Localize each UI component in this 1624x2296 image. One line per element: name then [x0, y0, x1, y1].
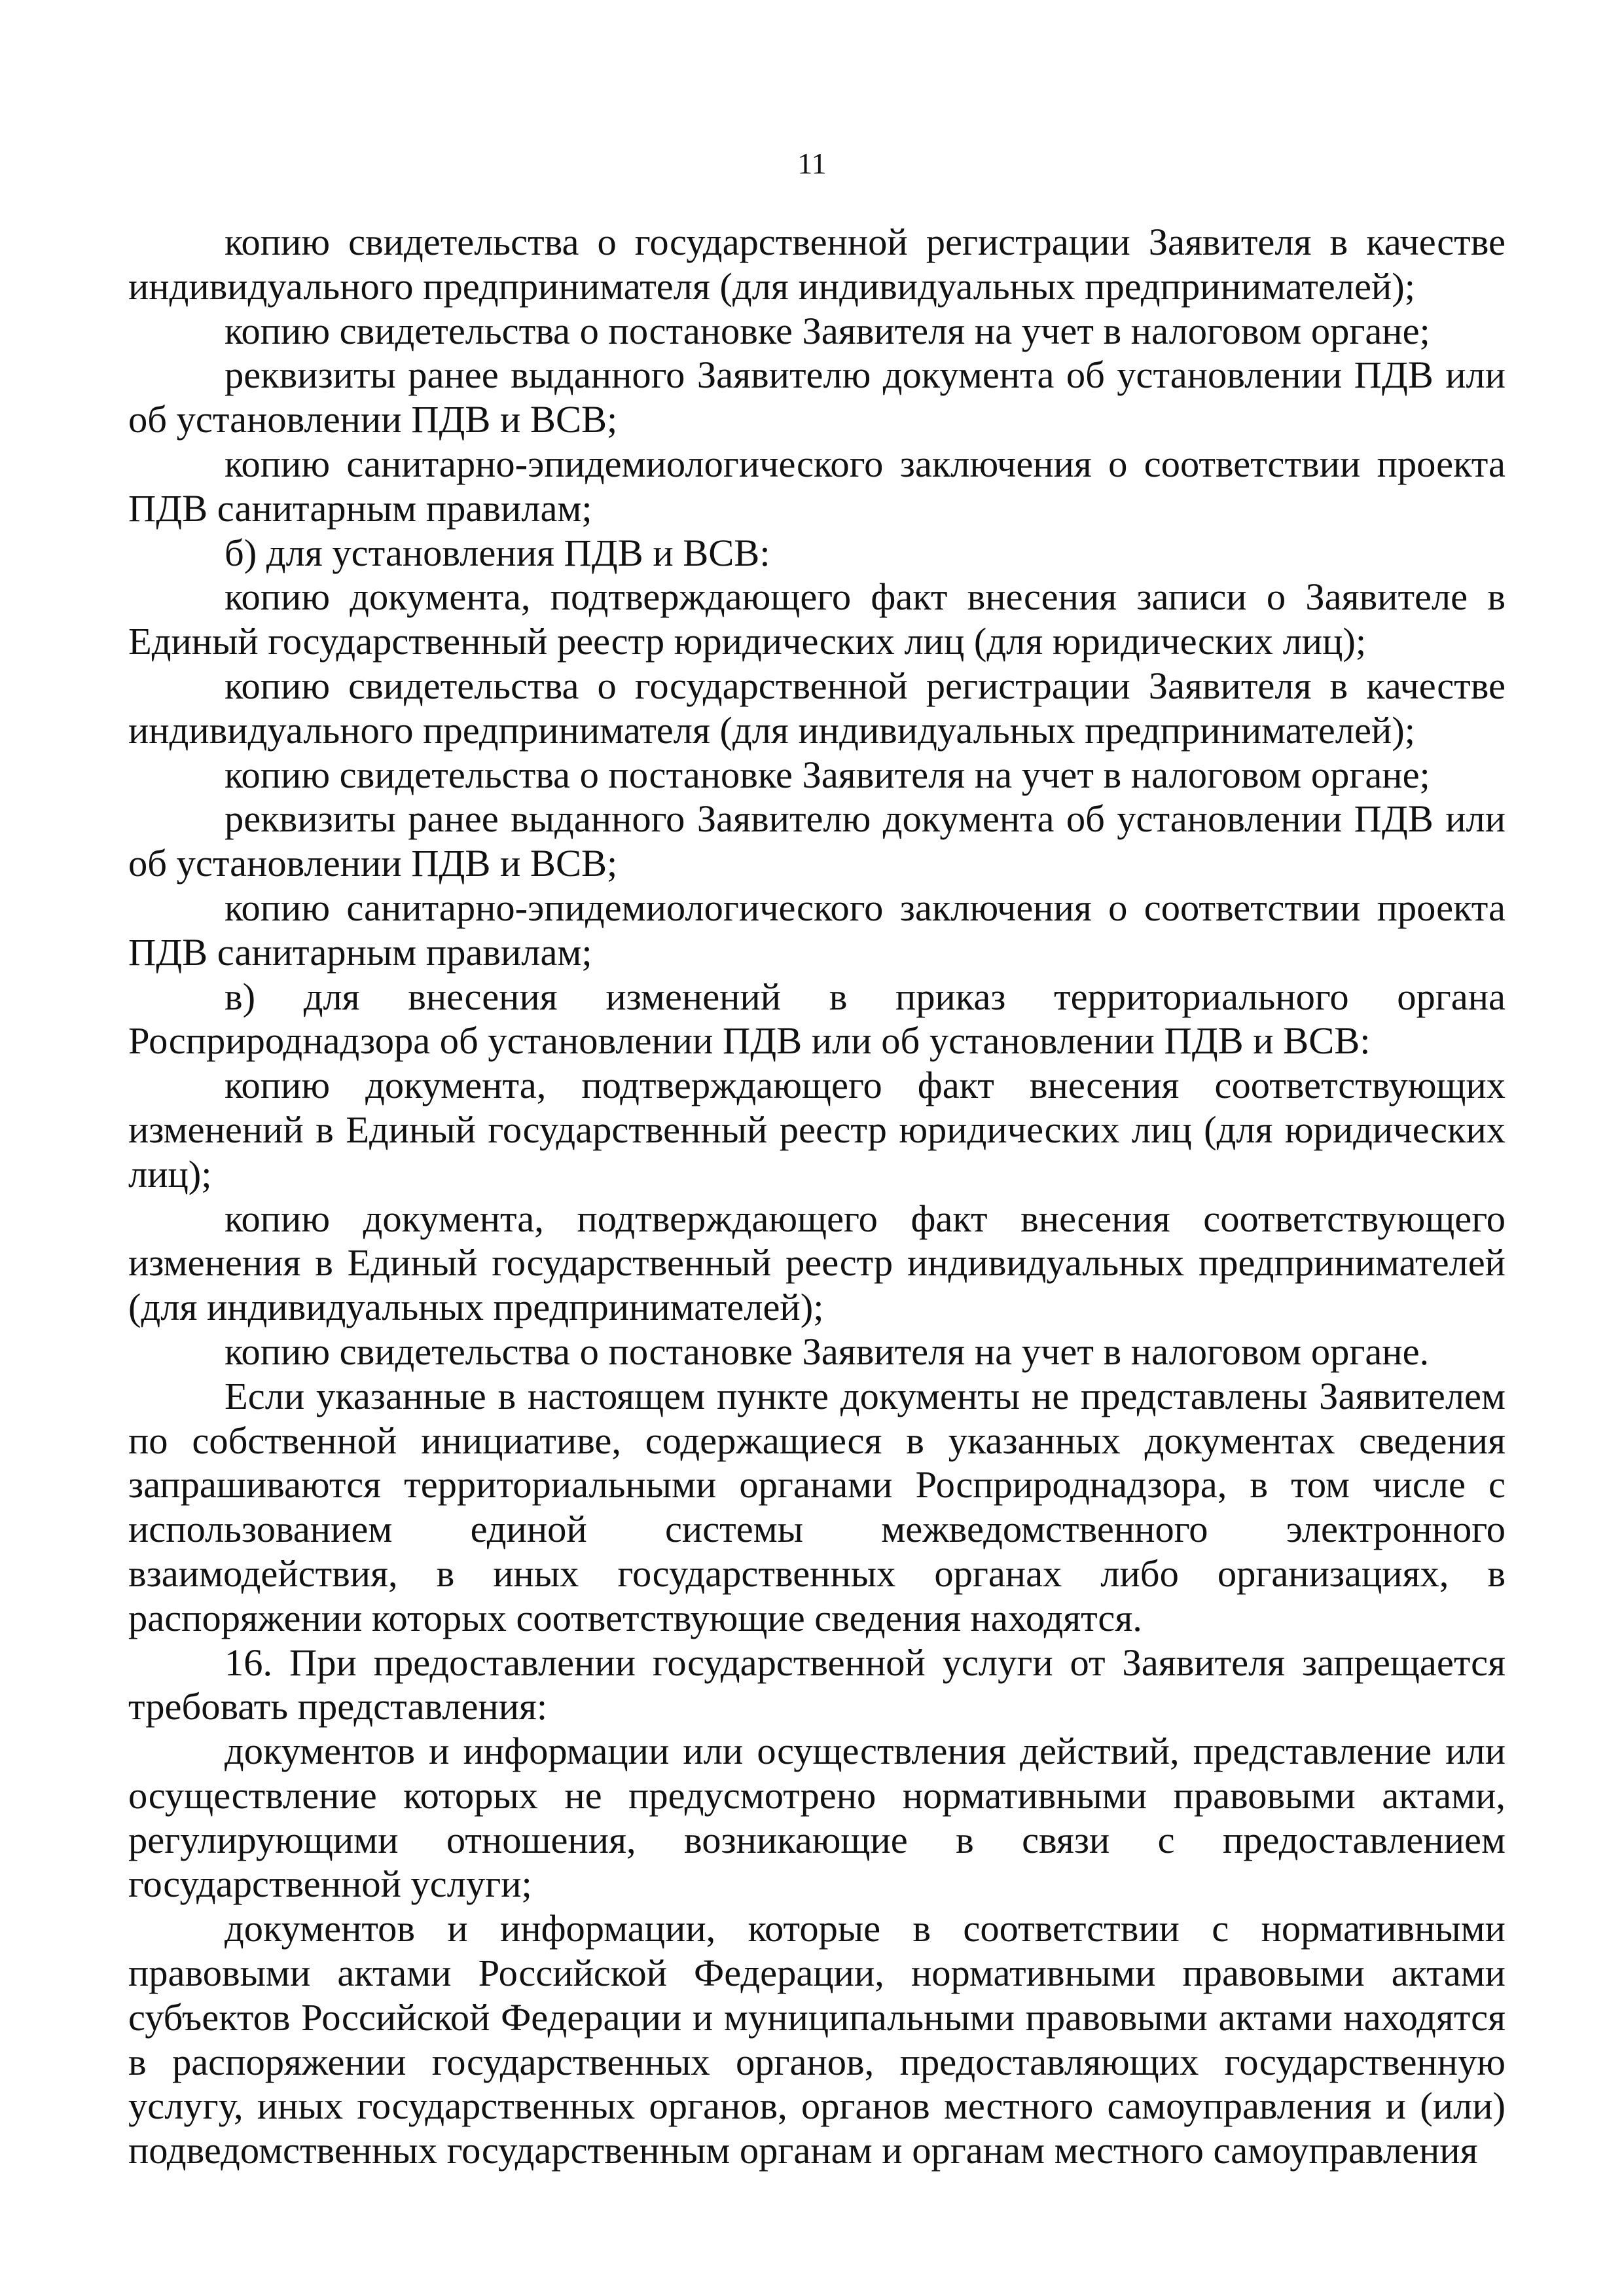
paragraph-3: реквизиты ранее выданного Заявителю документа об установлении ПДВ или об установлении ПДВ и ВСВ; — [128, 354, 1506, 441]
paragraph-17: документов и информации или осуществления действий, представление или осуществление которых не предусмотрено нормативными правовыми актами, регулирующими отношения, возникающие в связи с предоставлением государственной услуги; — [128, 1730, 1506, 1906]
paragraph-2: копию свидетельства о постановке Заявителя на учет в налоговом органе; — [225, 309, 1430, 352]
paragraph-13: копию документа, подтверждающего факт внесения соответствующего изменения в Единый государственный реестр индивидуальных предпринимателей (для индивидуальных предпринимателей); — [128, 1197, 1506, 1329]
paragraph-11: в) для внесения изменений в приказ территориального органа Росприроднадзора об установлении ПДВ или об установлении ПДВ и ВСВ: — [128, 975, 1506, 1063]
paragraph-8: копию свидетельства о постановке Заявителя на учет в налоговом органе; — [225, 753, 1430, 796]
paragraph-9: реквизиты ранее выданного Заявителю документа об установлении ПДВ или об установлении ПДВ и ВСВ; — [128, 797, 1506, 885]
paragraph-1: копию свидетельства о государственной регистрации Заявителя в качестве индивидуального предпринимателя (для индивидуальных предпринимателей); — [128, 221, 1506, 308]
paragraph-10: копию санитарно-эпидемиологического заключения о соответствии проекта ПДВ санитарным правилам; — [128, 886, 1506, 974]
paragraph-7: копию свидетельства о государственной регистрации Заявителя в качестве индивидуального предпринимателя (для индивидуальных предпринимателей); — [128, 664, 1506, 752]
paragraph-4: копию санитарно-эпидемиологического заключения о соответствии проекта ПДВ санитарным правилам; — [128, 442, 1506, 530]
paragraph-5: б) для установления ПДВ и ВСВ: — [225, 531, 770, 574]
paragraph-16: 16. При предоставлении государственной услуги от Заявителя запрещается требовать представления: — [128, 1641, 1506, 1728]
paragraph-6: копию документа, подтверждающего факт внесения записи о Заявителе в Единый государственный реестр юридических лиц (для юридических лиц); — [128, 575, 1506, 663]
paragraph-18: документов и информации, которые в соответствии с нормативными правовыми актами Российской Федерации, нормативными правовыми актами субъектов Российской Федерации и муниципальными правовыми актами находятся в распоряжении государственных органов, предоставляющих государственную услугу, иных государственных органов, органов местного самоуправления и (или) подведомственных государственным органам и органам местного самоуправления — [128, 1907, 1506, 2172]
paragraph-15: Если указанные в настоящем пункте документы не представлены Заявителем по собственной инициативе, содержащиеся в указанных документах сведения запрашиваются территориальными органами Росприроднадзора, в том числе с использованием единой системы межведомственного электронного взаимодействия, в иных государственных органах либо организациях, в распоряжении которых соответствующие сведения находятся. — [128, 1374, 1506, 1639]
paragraph-14: копию свидетельства о постановке Заявителя на учет в налоговом органе. — [225, 1330, 1430, 1373]
document-body — [128, 220, 1506, 2173]
paragraph-12: копию документа, подтверждающего факт внесения соответствующих изменений в Единый государственный реестр юридических лиц (для юридических лиц); — [128, 1064, 1506, 1195]
page-number: 11 — [797, 147, 827, 180]
